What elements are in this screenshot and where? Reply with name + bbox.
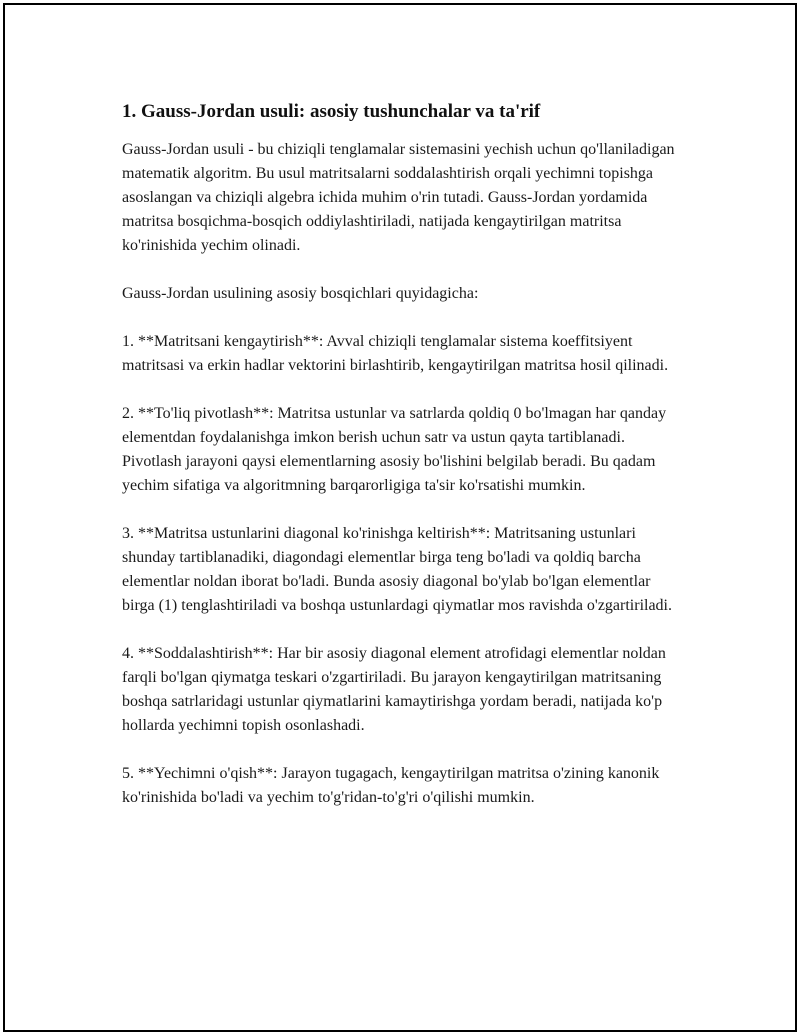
step-2-paragraph: 2. **To'liq pivotlash**: Matritsa ustunlar va satrlarda qoldiq 0 bo'lmagan har qanday elementdan foydalanishga imkon berish uchun satr va ustun qayta tartiblanadi. Pivotlash jarayoni qaysi elementlarning asosiy bo'lishini belgilab beradi. Bu qadam yechim sifatiga va algoritmning barqarorligiga ta'sir ko'rsatishi mumkin. [122,405,667,494]
step-5-paragraph: 5. **Yechimni o'qish**: Jarayon tugagach, kengaytirilgan matritsa o'zining kanonik ko'rinishida bo'ladi va yechim to'g'ridan-to'g'ri o'qilishi mumkin. [122,765,660,806]
intro-paragraph: Gauss-Jordan usuli - bu chiziqli tenglamalar sistemasini yechish uchun qo'llaniladigan matematik algoritm. Bu usul matritsalarni soddalashtirish orqali yechimni topishga asoslangan va chiziqli algebra ichida muhim o'rin tutadi. Gauss-Jordan yordamida matritsa bosqichma-bosqich oddiylashtiriladi, natijada kengaytirilgan matritsa ko'rinishida yechim olinadi. [122,141,675,254]
section-heading: 1. Gauss-Jordan usuli: asosiy tushunchalar va ta'rif [122,101,541,122]
step-4-paragraph: 4. **Soddalashtirish**: Har bir asosiy diagonal element atrofidagi elementlar noldan farqli bo'lgan qiymatga teskari o'zgartiriladi. Bu jarayon kengaytirilgan matritsaning boshqa satrlaridagi ustunlar qiymatlarini kamaytirishga yordam beradi, natijada ko'p hollarda yechimni topish osonlashadi. [122,645,666,734]
page-frame [3,3,797,1032]
document-body [122,98,687,834]
step-1-paragraph: 1. **Matritsani kengaytirish**: Avval chiziqli tenglamalar sistema koeffitsiyent matritsasi va erkin hadlar vektorini birlashtirib, kengaytirilgan matritsa hosil qilinadi. [122,333,669,374]
step-3-paragraph: 3. **Matritsa ustunlarini diagonal ko'rinishga keltirish**: Matritsaning ustunlari shunday tartiblanadiki, diagondagi elementlar birga teng bo'ladi va qoldiq barcha elementlar noldan iborat bo'ladi. Bunda asosiy diagonal bo'ylab bo'lgan elementlar birga (1) tenglashtiriladi va boshqa ustunlardagi qiymatlar mos ravishda o'zgartiriladi. [122,525,672,614]
steps-intro-paragraph: Gauss-Jordan usulining asosiy bosqichlari quyidagicha: [122,285,479,302]
